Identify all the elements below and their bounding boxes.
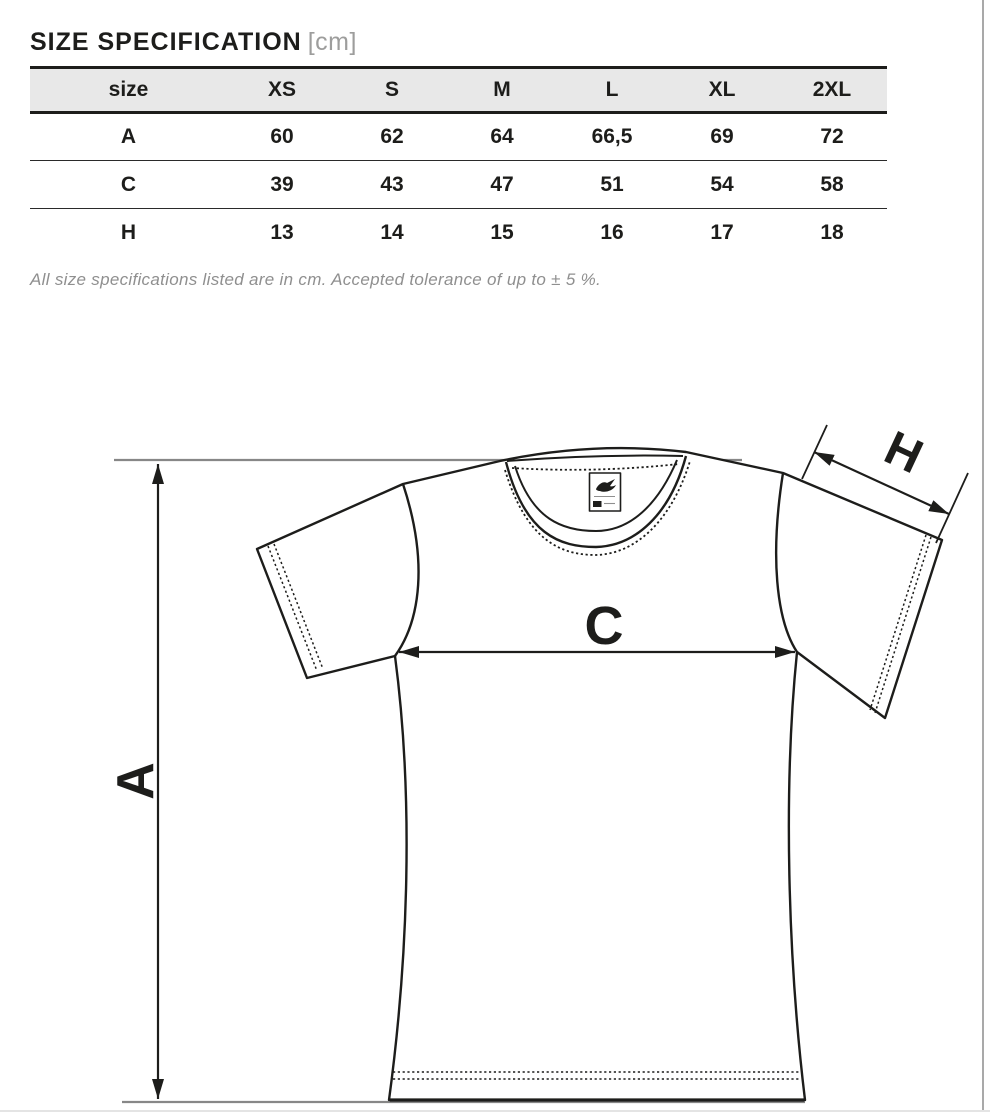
cell-A-xs: 60	[270, 125, 294, 148]
neck-label-tag	[590, 473, 621, 511]
cell-A-m: 64	[490, 125, 514, 148]
label-chest-C: C	[584, 596, 624, 656]
cell-H-xs: 13	[270, 220, 294, 244]
cell-H-2xl: 18	[820, 220, 844, 244]
col-header-s: S	[384, 78, 399, 101]
cell-H-l: 16	[600, 220, 624, 244]
cell-A-l: 66,5	[591, 125, 633, 148]
cell-C-s: 43	[380, 172, 404, 196]
col-header-xs: XS	[267, 78, 296, 101]
cell-A-s: 62	[380, 125, 404, 148]
cell-H-s: 14	[380, 220, 404, 244]
cell-H-xl: 17	[710, 220, 734, 244]
page-border-bottom	[0, 1110, 990, 1112]
page-title-text: SIZE SPECIFICATION	[30, 28, 302, 56]
tshirt-outline	[257, 448, 942, 1100]
cell-C-l: 51	[600, 172, 624, 196]
row-label-H: H	[120, 220, 137, 244]
col-header-xl: XL	[708, 78, 736, 101]
extension-line-H-left	[802, 425, 827, 479]
label-sleeve-H: H	[876, 421, 931, 485]
cell-H-m: 15	[490, 220, 514, 244]
col-header-m: M	[493, 78, 511, 101]
row-label-C: C	[120, 172, 137, 196]
cell-C-2xl: 58	[820, 172, 844, 196]
page-title-unit: [cm]	[307, 28, 357, 56]
page-border-right	[982, 0, 984, 1112]
cell-C-xl: 54	[710, 172, 734, 196]
col-header-l: L	[605, 78, 619, 101]
col-header-size: size	[108, 78, 149, 101]
cell-C-m: 47	[490, 172, 514, 196]
cell-A-2xl: 72	[820, 125, 844, 148]
label-height-A: A	[107, 762, 165, 800]
extension-line-H-right	[936, 473, 968, 543]
col-header-2xl: 2XL	[812, 78, 852, 101]
tolerance-note: All size specifications listed are in cm. Accepted tolerance of up to ± 5 %.	[30, 270, 602, 289]
cell-C-xs: 39	[270, 172, 294, 196]
cell-A-xl: 69	[710, 125, 734, 148]
row-label-A: A	[120, 125, 137, 148]
tag-care-block	[593, 501, 602, 507]
